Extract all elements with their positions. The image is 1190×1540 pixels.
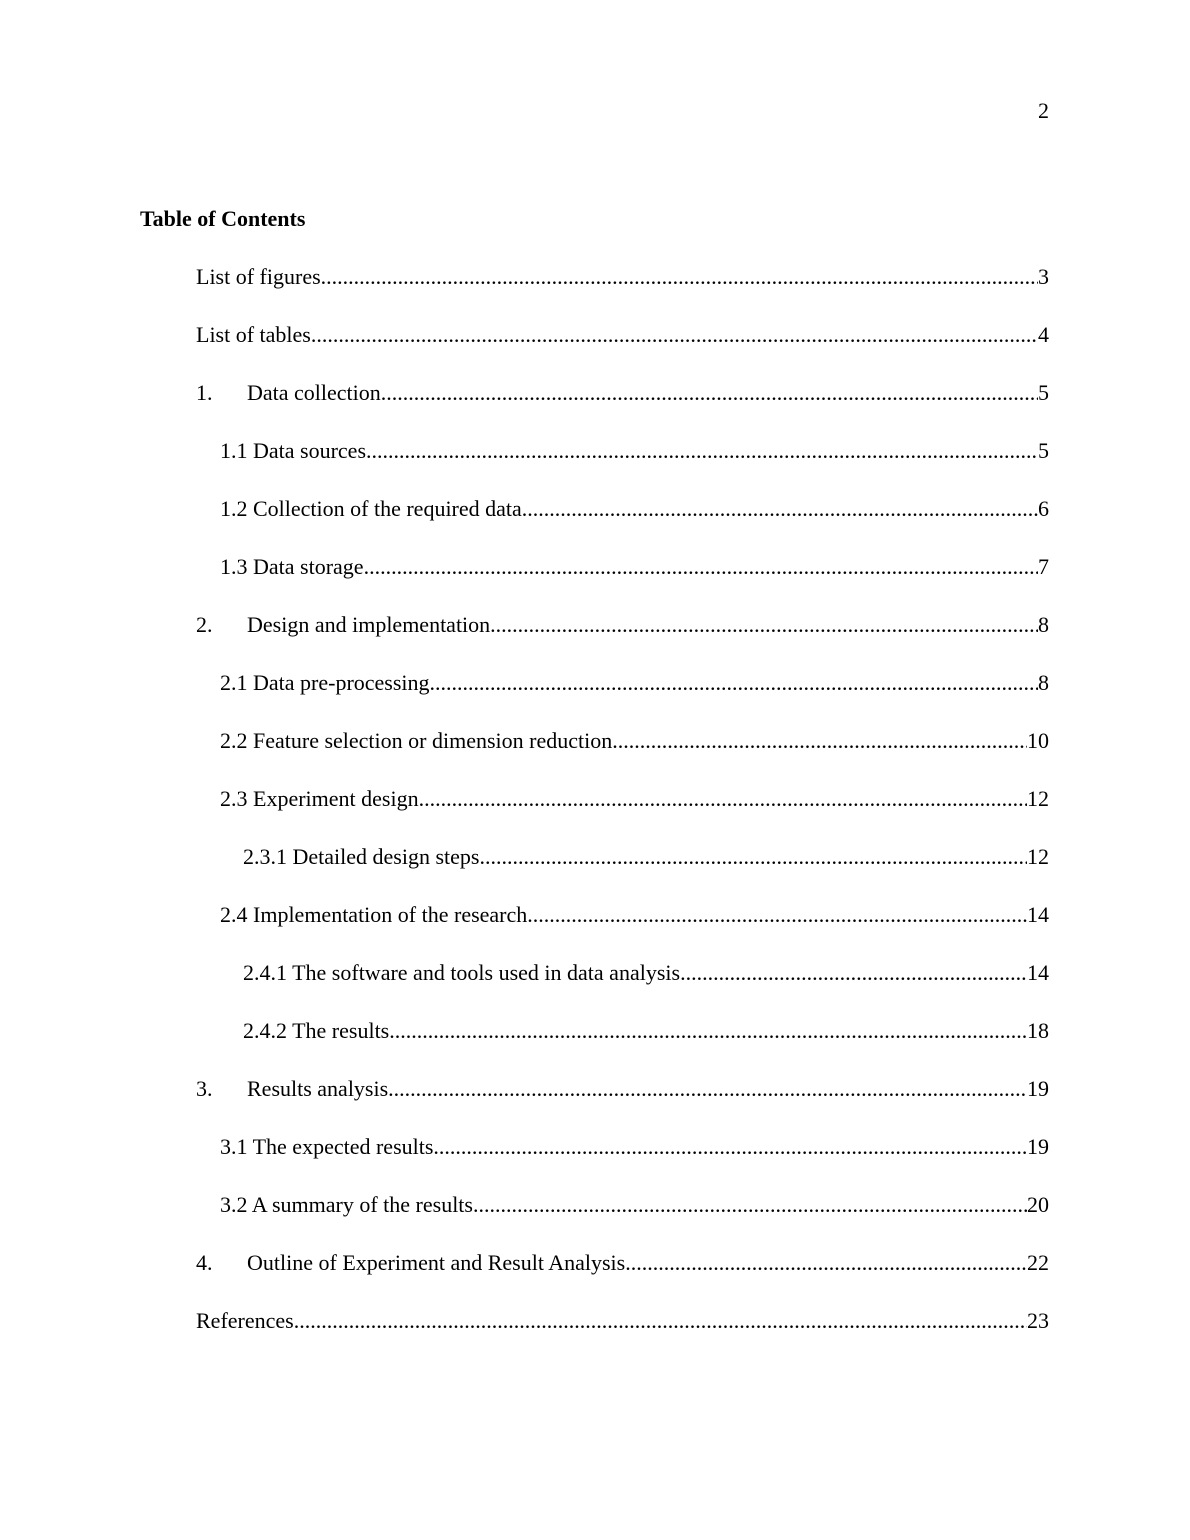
toc-page-number: 10	[1027, 728, 1049, 753]
page-number: 2	[1038, 98, 1049, 123]
toc-entry	[0, 1018, 1190, 1076]
toc-dot-leader	[473, 1192, 1027, 1218]
toc-entry	[0, 264, 1190, 322]
toc-entry	[0, 554, 1190, 612]
toc-page-number: 12	[1027, 786, 1049, 811]
toc-entry-text: 2.4.1 The software and tools used in data analysis	[243, 960, 681, 985]
toc-entry-text: References	[196, 1308, 294, 1333]
toc-page-number: 4	[1038, 322, 1049, 347]
toc-entry-text: 2.1 Data pre-processing	[220, 670, 430, 695]
toc-entry-text: List of tables	[196, 322, 311, 347]
toc-entry	[0, 786, 1190, 844]
toc-entry-text: 3.1 The expected results	[220, 1134, 434, 1159]
toc-dot-leader	[680, 960, 1027, 986]
toc-dot-leader	[389, 1018, 1027, 1044]
toc-page-number: 8	[1038, 612, 1049, 637]
toc-entry	[0, 960, 1190, 1018]
toc-entry	[0, 728, 1190, 786]
toc-title: Table of Contents	[140, 206, 306, 231]
toc-page-number: 23	[1027, 1308, 1049, 1333]
toc-page-number: 19	[1027, 1134, 1049, 1159]
toc-link-data-pre-processing[interactable]	[220, 670, 1049, 696]
toc-link-design-and-implementation[interactable]	[196, 612, 1049, 638]
toc-dot-leader	[388, 1076, 1027, 1102]
toc-dot-leader	[612, 728, 1027, 754]
toc-link-list-of-figures[interactable]	[196, 264, 1049, 290]
toc-link-collection-of-required-data[interactable]	[220, 496, 1049, 522]
toc-link-data-collection[interactable]	[196, 380, 1049, 406]
toc-entry	[0, 1192, 1190, 1250]
toc-section-number: 3.	[196, 1076, 213, 1101]
toc-entry	[0, 1308, 1190, 1366]
toc-page-number: 6	[1038, 496, 1049, 521]
toc-section-number: 4.	[196, 1250, 213, 1275]
toc-dot-leader	[430, 670, 1038, 696]
toc-entry	[0, 1134, 1190, 1192]
toc-link-data-storage[interactable]	[220, 554, 1049, 580]
toc-page-number: 19	[1027, 1076, 1049, 1101]
toc-dot-leader	[321, 264, 1038, 290]
toc-list	[0, 264, 1190, 1366]
toc-entry	[0, 322, 1190, 380]
toc-entry	[0, 612, 1190, 670]
toc-dot-leader	[479, 844, 1027, 870]
toc-link-experiment-design[interactable]	[220, 786, 1049, 812]
toc-dot-leader	[364, 554, 1038, 580]
toc-entry-text: Data collection	[247, 380, 381, 405]
toc-dot-leader	[311, 322, 1038, 348]
toc-page-number: 5	[1038, 380, 1049, 405]
toc-entry-text: 2.4 Implementation of the research	[220, 902, 528, 927]
toc-entry	[0, 844, 1190, 902]
toc-entry-text: Results analysis	[247, 1076, 389, 1101]
toc-entry-text: Design and implementation	[247, 612, 491, 637]
toc-section-number: 1.	[196, 380, 213, 405]
toc-dot-leader	[381, 380, 1038, 406]
toc-entry	[0, 670, 1190, 728]
toc-entry	[0, 496, 1190, 554]
toc-entry-text: List of figures	[196, 264, 321, 289]
toc-entry-text: 2.3 Experiment design	[220, 786, 419, 811]
toc-page-number: 8	[1038, 670, 1049, 695]
toc-page-number: 3	[1038, 264, 1049, 289]
toc-link-the-results[interactable]	[243, 1018, 1049, 1044]
toc-dot-leader	[522, 496, 1038, 522]
toc-dot-leader	[366, 438, 1038, 464]
toc-page-number: 5	[1038, 438, 1049, 463]
toc-dot-leader	[433, 1134, 1027, 1160]
toc-link-expected-results[interactable]	[220, 1134, 1049, 1160]
toc-link-references[interactable]	[196, 1308, 1049, 1334]
toc-entry	[0, 1076, 1190, 1134]
toc-link-results-analysis[interactable]	[196, 1076, 1049, 1102]
toc-link-software-and-tools[interactable]	[243, 960, 1049, 986]
toc-entry-text: 2.3.1 Detailed design steps	[243, 844, 480, 869]
toc-dot-leader	[527, 902, 1027, 928]
toc-section-number: 2.	[196, 612, 213, 637]
toc-link-implementation-of-research[interactable]	[220, 902, 1049, 928]
toc-link-detailed-design-steps[interactable]	[243, 844, 1049, 870]
toc-link-outline-of-experiment[interactable]	[196, 1250, 1049, 1276]
toc-dot-leader	[294, 1308, 1027, 1334]
toc-dot-leader	[490, 612, 1038, 638]
toc-entry	[0, 380, 1190, 438]
toc-entry-text: 1.2 Collection of the required data	[220, 496, 522, 521]
toc-entry-text: 1.1 Data sources	[220, 438, 367, 463]
toc-page-number: 18	[1027, 1018, 1049, 1043]
toc-entry	[0, 902, 1190, 960]
toc-entry-text: Outline of Experiment and Result Analysis	[247, 1250, 626, 1275]
toc-entry	[0, 438, 1190, 496]
toc-entry	[0, 1250, 1190, 1308]
toc-dot-leader	[625, 1250, 1027, 1276]
toc-entry-text: 2.4.2 The results	[243, 1018, 390, 1043]
toc-entry-text: 1.3 Data storage	[220, 554, 364, 579]
toc-page-number: 12	[1027, 844, 1049, 869]
toc-page-number: 14	[1027, 960, 1049, 985]
toc-dot-leader	[419, 786, 1027, 812]
toc-page-number: 7	[1038, 554, 1049, 579]
toc-link-feature-selection[interactable]	[220, 728, 1049, 754]
toc-page-number: 14	[1027, 902, 1049, 927]
toc-link-data-sources[interactable]	[220, 438, 1049, 464]
toc-entry-text: 2.2 Feature selection or dimension reduction	[220, 728, 613, 753]
toc-link-summary-of-results[interactable]	[220, 1192, 1049, 1218]
toc-link-list-of-tables[interactable]	[196, 322, 1049, 348]
toc-entry-text: 3.2 A summary of the results	[220, 1192, 473, 1217]
toc-page-number: 22	[1027, 1250, 1049, 1275]
toc-page-number: 20	[1027, 1192, 1049, 1217]
